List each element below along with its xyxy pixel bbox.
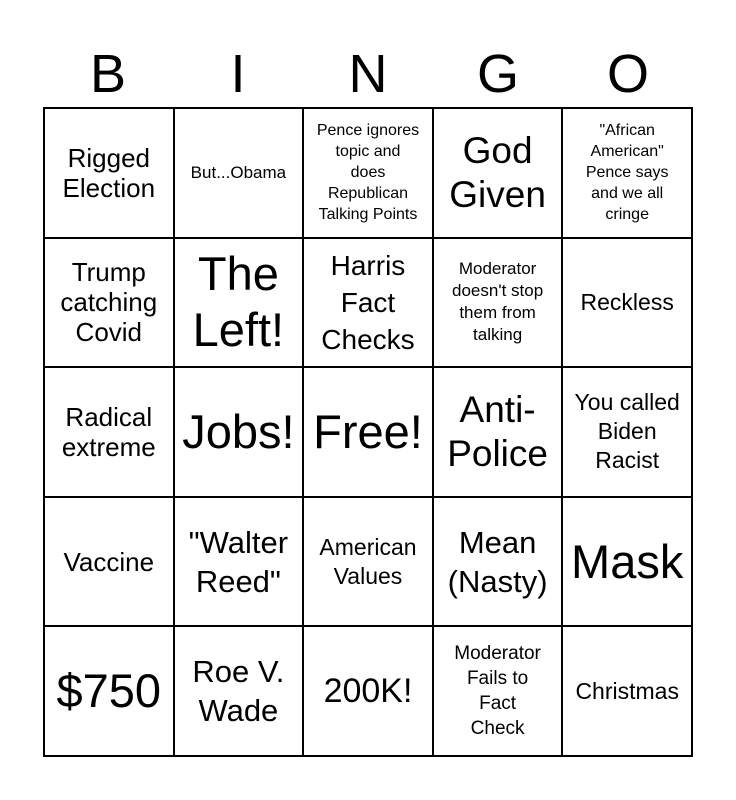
- cell-text: Moderator doesn't stop them from talking: [452, 259, 544, 345]
- bingo-cell-r2c4[interactable]: [433, 238, 563, 368]
- bingo-cell-r3c3[interactable]: [303, 367, 433, 497]
- cell-text: Trump catching Covid: [60, 257, 158, 348]
- bingo-cell-r5c1[interactable]: [44, 626, 174, 756]
- header-letter-b: B: [89, 44, 127, 104]
- cell-text: But...Obama: [190, 162, 287, 182]
- cell-text: God Given: [449, 129, 546, 215]
- bingo-board: [43, 107, 693, 757]
- cell-text: The Left!: [192, 247, 285, 357]
- cell-text: Harris Fact Checks: [321, 249, 415, 355]
- bingo-cell-r1c4[interactable]: [433, 108, 563, 238]
- bingo-cell-r4c1[interactable]: [44, 497, 174, 627]
- header-letter-o: O: [606, 44, 649, 104]
- bingo-cell-r4c2[interactable]: [174, 497, 304, 627]
- header-letter-n: N: [348, 44, 388, 104]
- cell-text: Radical extreme: [61, 401, 156, 462]
- cell-text: Anti- Police: [447, 388, 548, 474]
- cell-text: Reckless: [580, 288, 674, 315]
- cell-text: Rigged Election: [62, 142, 156, 203]
- bingo-cell-r2c5[interactable]: [562, 238, 692, 368]
- header-letter-g: G: [476, 44, 519, 104]
- cell-text: Mean (Nasty): [447, 524, 548, 599]
- cell-text: 200K!: [323, 672, 413, 711]
- cell-text: "African American" Pence says and we all cringe: [585, 122, 669, 224]
- bingo-cell-r1c5[interactable]: [562, 108, 692, 238]
- bingo-cell-r2c1[interactable]: [44, 238, 174, 368]
- bingo-cell-r1c3[interactable]: [303, 108, 433, 238]
- bingo-cell-r3c2[interactable]: [174, 367, 304, 497]
- bingo-cell-r5c5[interactable]: [562, 626, 692, 756]
- cell-text: "Walter Reed": [188, 524, 289, 599]
- bingo-cell-r4c4[interactable]: [433, 497, 563, 627]
- bingo-cell-r5c2[interactable]: [174, 626, 304, 756]
- bingo-cell-r4c3[interactable]: [303, 497, 433, 627]
- bingo-cell-r4c5[interactable]: [562, 497, 692, 627]
- cell-text: Jobs!: [182, 404, 295, 458]
- cell-text: Pence ignores topic and does Republican Talking Points: [316, 122, 420, 224]
- bingo-cell-r1c2[interactable]: [174, 108, 304, 238]
- cell-text: Roe V. Wade: [192, 654, 285, 729]
- cell-text: You called Biden Racist: [574, 389, 680, 474]
- bingo-cell-r1c1[interactable]: [44, 108, 174, 238]
- bingo-cell-r5c4[interactable]: [433, 626, 563, 756]
- bingo-cell-r3c4[interactable]: [433, 367, 563, 497]
- cell-text: Moderator Fails to Fact Check: [454, 643, 541, 740]
- cell-text: Christmas: [575, 677, 679, 704]
- cell-text: Vaccine: [63, 546, 155, 577]
- cell-text: $750: [56, 664, 162, 718]
- header-letter-i: I: [230, 44, 246, 104]
- cell-text: Mask: [571, 534, 684, 588]
- bingo-cell-r3c5[interactable]: [562, 367, 692, 497]
- cell-text: American Values: [319, 533, 417, 589]
- bingo-cell-r5c3[interactable]: [303, 626, 433, 756]
- bingo-cell-r2c2[interactable]: [174, 238, 304, 368]
- bingo-header: [43, 40, 693, 108]
- cell-text: Free!: [313, 404, 423, 458]
- bingo-cell-r2c3[interactable]: [303, 238, 433, 368]
- bingo-cell-r3c1[interactable]: [44, 367, 174, 497]
